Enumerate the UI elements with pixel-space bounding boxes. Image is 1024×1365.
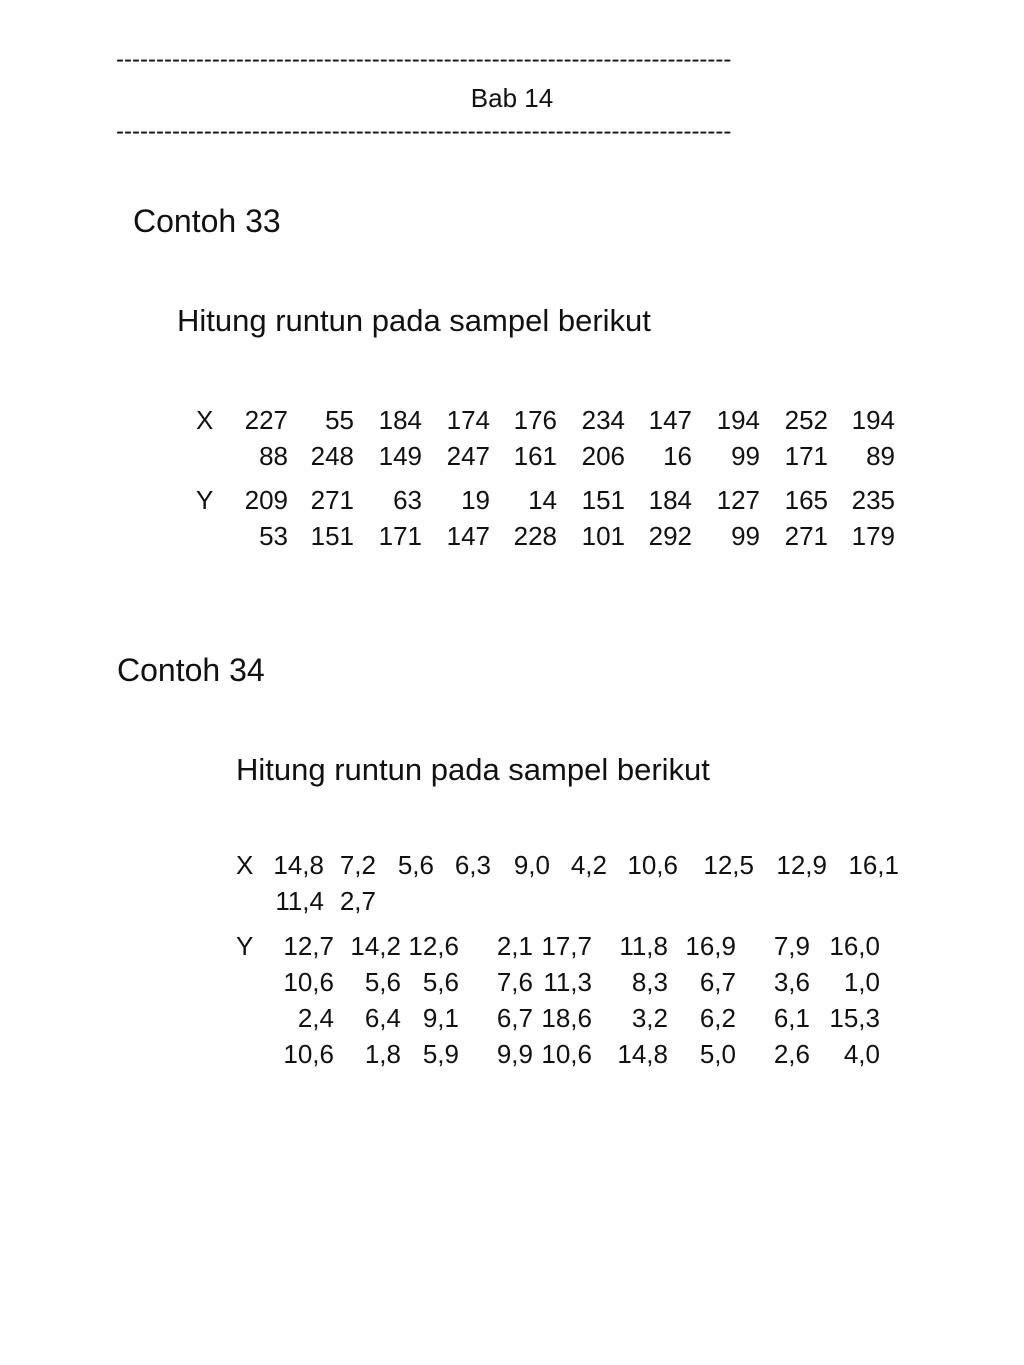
example-34-x-table xyxy=(236,847,899,919)
data-value: 5,9 xyxy=(422,1039,459,1069)
example-34-x-row-2 xyxy=(236,883,899,919)
data-value: 5,6 xyxy=(364,967,401,997)
data-value: 171 xyxy=(378,521,422,551)
data-value: 16,1 xyxy=(848,850,899,880)
example-33-x-row-1 xyxy=(196,402,895,438)
data-value: 161 xyxy=(513,441,557,471)
data-value: 12,6 xyxy=(408,931,459,961)
data-value: 252 xyxy=(784,405,828,435)
data-value: 6,7 xyxy=(496,1003,533,1033)
data-value: 165 xyxy=(784,485,828,515)
data-value: 235 xyxy=(851,485,895,515)
data-value: 11,4 xyxy=(275,886,324,916)
data-value: 5,6 xyxy=(397,850,434,880)
data-value: 89 xyxy=(866,441,895,471)
data-value: 12,9 xyxy=(776,850,827,880)
data-value: 10,6 xyxy=(541,1039,592,1069)
example-34-title: Contoh 34 xyxy=(117,652,265,688)
data-value: 16 xyxy=(663,441,692,471)
example-33-title: Contoh 33 xyxy=(133,203,281,239)
data-value: 179 xyxy=(851,521,895,551)
example-34-y-row-3 xyxy=(236,1000,880,1036)
data-value: 4,2 xyxy=(570,850,607,880)
data-value: 206 xyxy=(581,441,625,471)
data-value: 6,3 xyxy=(454,850,491,880)
example-33-x-row-2 xyxy=(196,438,895,474)
data-value: 3,2 xyxy=(631,1003,668,1033)
data-value: 5,0 xyxy=(699,1039,736,1069)
data-value: 194 xyxy=(716,405,760,435)
data-value: 9,0 xyxy=(513,850,550,880)
data-value: 151 xyxy=(310,521,354,551)
data-value: 16,9 xyxy=(685,931,736,961)
data-value: 12,5 xyxy=(703,850,754,880)
data-value: 14,8 xyxy=(273,850,324,880)
example-34-y-row-2 xyxy=(236,964,880,1000)
data-value: 3,6 xyxy=(773,967,810,997)
example-34-y-row-1 xyxy=(236,928,880,964)
data-value: 6,4 xyxy=(364,1003,401,1033)
data-value: 6,7 xyxy=(699,967,736,997)
example-34-x-row-1 xyxy=(236,847,899,883)
data-value: 88 xyxy=(259,441,288,471)
data-value: 1,0 xyxy=(843,967,880,997)
data-value: 16,0 xyxy=(829,931,880,961)
example-33-instruction: Hitung runtun pada sampel berikut xyxy=(177,303,651,338)
data-value: 149 xyxy=(378,441,422,471)
chapter-title: Bab 14 xyxy=(470,83,554,113)
data-value: 14 xyxy=(528,485,557,515)
data-value: 271 xyxy=(784,521,828,551)
data-value: 2,4 xyxy=(297,1003,334,1033)
data-value: 176 xyxy=(513,405,557,435)
data-value: 6,1 xyxy=(773,1003,810,1033)
data-value: 147 xyxy=(648,405,692,435)
data-value: 7,2 xyxy=(339,850,376,880)
data-value: 11,3 xyxy=(543,967,592,997)
data-value: 55 xyxy=(325,405,354,435)
data-value: 11,8 xyxy=(619,931,668,961)
data-value: 171 xyxy=(784,441,828,471)
data-value: 209 xyxy=(244,485,288,515)
example-34-y-table xyxy=(236,928,880,1072)
data-value: 2,1 xyxy=(496,931,533,961)
example-33-y-row-1 xyxy=(196,482,895,518)
data-value: 2,7 xyxy=(339,886,376,916)
data-value: 14,2 xyxy=(350,931,401,961)
data-value: 8,3 xyxy=(631,967,668,997)
example-34-y-row-4 xyxy=(236,1036,880,1072)
data-value: 9,1 xyxy=(422,1003,459,1033)
data-value: 7,6 xyxy=(496,967,533,997)
data-value: 127 xyxy=(716,485,760,515)
y-label: Y xyxy=(236,931,254,961)
example-33-y-row-2 xyxy=(196,518,895,554)
example-33-data-table xyxy=(196,402,895,554)
data-value: 9,9 xyxy=(496,1039,533,1069)
data-value: 10,6 xyxy=(627,850,678,880)
data-value: 53 xyxy=(259,521,288,551)
data-value: 234 xyxy=(581,405,625,435)
data-value: 184 xyxy=(648,485,692,515)
data-value: 63 xyxy=(393,485,422,515)
x-label: X xyxy=(236,850,254,880)
data-value: 248 xyxy=(310,441,354,471)
data-value: 228 xyxy=(513,521,557,551)
header-divider-bottom: ----------------------------------------------------------------------------- xyxy=(116,120,732,144)
data-value: 18,6 xyxy=(541,1003,592,1033)
data-value: 151 xyxy=(581,485,625,515)
data-value: 14,8 xyxy=(617,1039,668,1069)
data-value: 99 xyxy=(731,441,760,471)
data-value: 184 xyxy=(378,405,422,435)
data-value: 5,6 xyxy=(422,967,459,997)
data-value: 174 xyxy=(446,405,490,435)
data-value: 6,2 xyxy=(699,1003,736,1033)
data-value: 227 xyxy=(244,405,288,435)
data-value: 17,7 xyxy=(541,931,592,961)
data-value: 4,0 xyxy=(843,1039,880,1069)
y-label: Y xyxy=(196,485,214,515)
data-value: 10,6 xyxy=(283,1039,334,1069)
data-value: 271 xyxy=(310,485,354,515)
data-value: 99 xyxy=(731,521,760,551)
data-value: 194 xyxy=(851,405,895,435)
data-value: 12,7 xyxy=(283,931,334,961)
data-value: 1,8 xyxy=(364,1039,401,1069)
data-value: 7,9 xyxy=(773,931,810,961)
header-divider-top: ----------------------------------------------------------------------------- xyxy=(116,48,732,72)
x-label: X xyxy=(196,405,214,435)
data-value: 10,6 xyxy=(283,967,334,997)
data-value: 292 xyxy=(648,521,692,551)
example-34-instruction: Hitung runtun pada sampel berikut xyxy=(236,752,710,787)
data-value: 101 xyxy=(581,521,625,551)
data-value: 19 xyxy=(461,485,490,515)
data-value: 247 xyxy=(446,441,490,471)
data-value: 147 xyxy=(446,521,490,551)
data-value: 2,6 xyxy=(773,1039,810,1069)
data-value: 15,3 xyxy=(829,1003,880,1033)
